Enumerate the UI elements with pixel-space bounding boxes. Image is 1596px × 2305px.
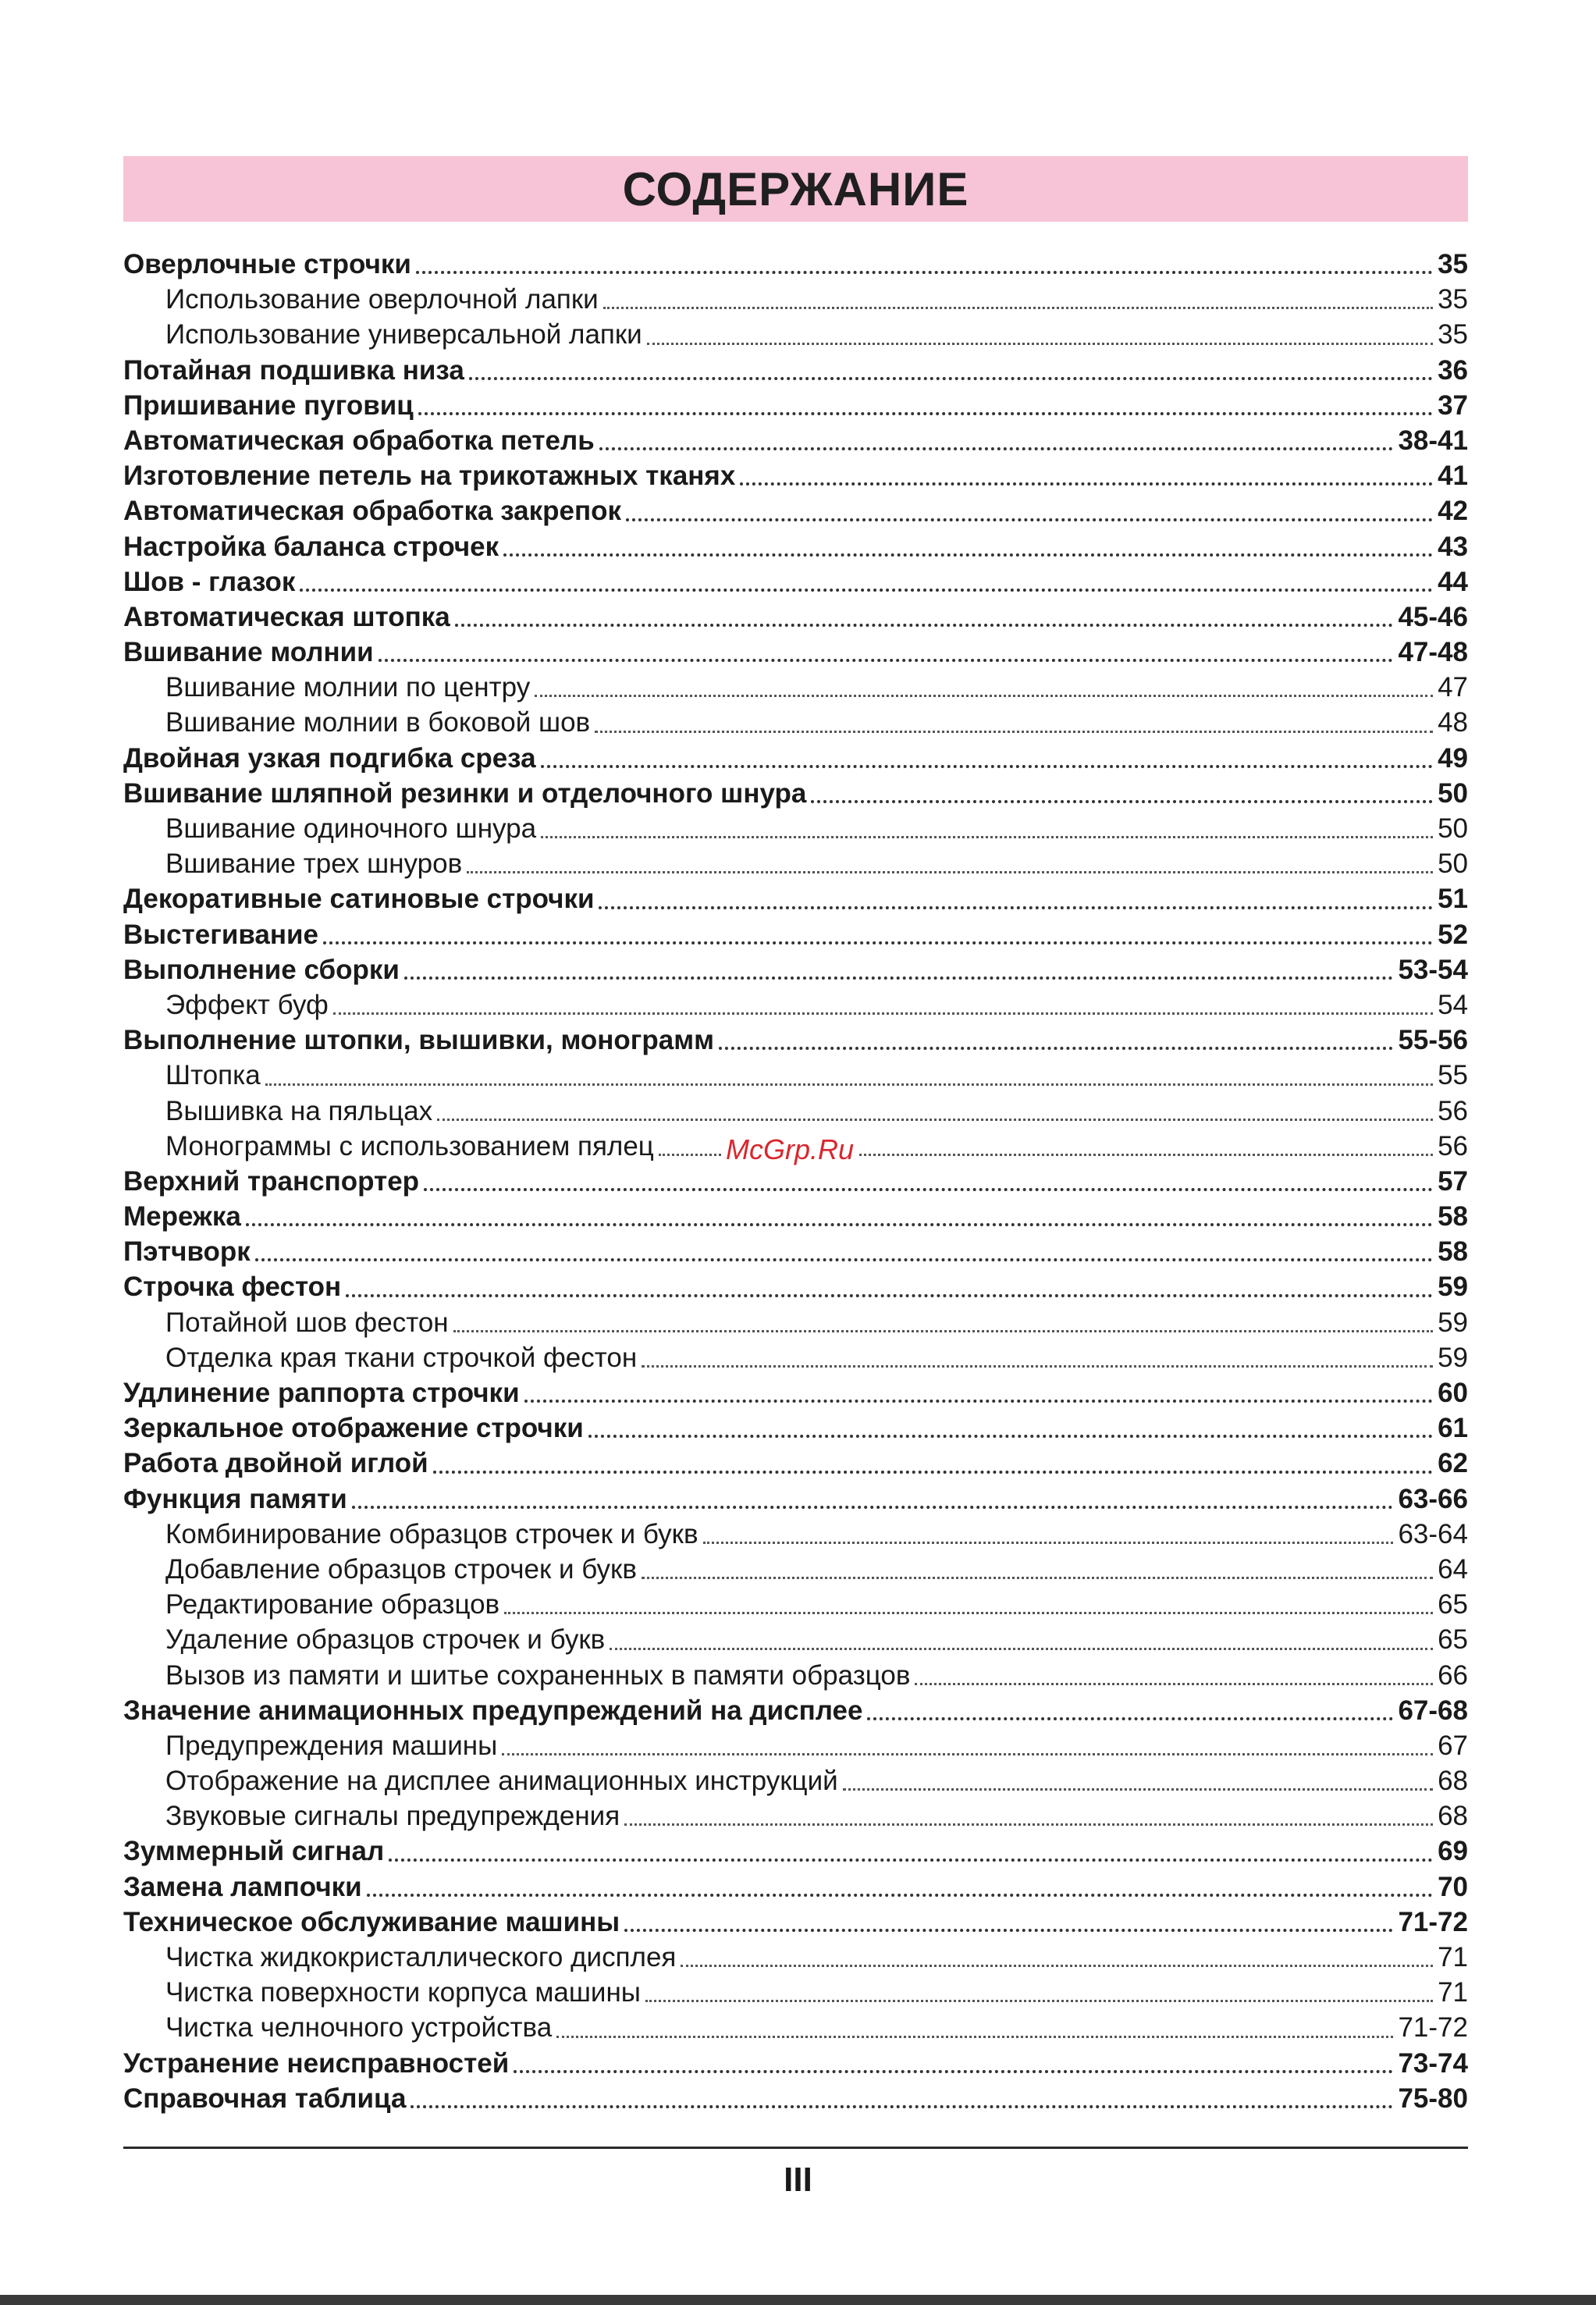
dot-leader bbox=[915, 1683, 1433, 1685]
dot-leader bbox=[323, 941, 1433, 944]
dot-leader bbox=[599, 906, 1433, 909]
toc-entry[interactable] bbox=[123, 1375, 1468, 1410]
toc-entry[interactable] bbox=[123, 1199, 1468, 1234]
dot-leader bbox=[867, 1717, 1393, 1720]
toc-entry[interactable] bbox=[123, 741, 1468, 776]
toc-entry-title: Вшивание молнии в боковой шов bbox=[165, 707, 591, 738]
toc-subentry[interactable] bbox=[123, 1552, 1468, 1587]
toc-entry-page: 36 bbox=[1438, 354, 1468, 386]
toc-entry-title: Предупреждения машины bbox=[165, 1730, 498, 1761]
toc-entry-page: 64 bbox=[1438, 1553, 1468, 1585]
dot-leader bbox=[647, 343, 1433, 345]
page-number: III bbox=[784, 2161, 812, 2199]
toc-entry-title: Потайной шов фестон bbox=[165, 1307, 449, 1338]
toc-entry-page: 50 bbox=[1438, 848, 1468, 880]
toc-entry-title: Настройка баланса строчек bbox=[123, 531, 499, 562]
toc-entry-title: Чистка челночного устройства bbox=[165, 2012, 553, 2044]
toc-entry[interactable] bbox=[123, 599, 1468, 635]
dot-leader bbox=[424, 1188, 1433, 1191]
toc-entry-title: Использование универсальной лапки bbox=[165, 319, 642, 350]
toc-entry[interactable] bbox=[123, 564, 1468, 599]
watermark: McGrp.Ru bbox=[723, 1133, 857, 1166]
toc-entry-title: Выполнение сборки bbox=[123, 954, 400, 985]
toc-entry-page: 69 bbox=[1438, 1836, 1468, 1867]
toc-entry-title: Зуммерный сигнал bbox=[123, 1836, 385, 1867]
toc-subentry[interactable] bbox=[123, 282, 1468, 317]
toc-entry-page: 35 bbox=[1438, 319, 1468, 350]
toc-entry-title: Редактирование образцов bbox=[165, 1589, 500, 1620]
dot-leader bbox=[626, 518, 1433, 521]
dot-leader bbox=[811, 800, 1433, 803]
dot-leader bbox=[404, 976, 1394, 980]
toc-entry-page: 55 bbox=[1438, 1060, 1468, 1091]
dot-leader bbox=[624, 1823, 1433, 1826]
toc-entry-page: 37 bbox=[1438, 390, 1468, 421]
toc-entry[interactable] bbox=[123, 2081, 1468, 2116]
toc-subentry[interactable] bbox=[123, 1305, 1468, 1340]
toc-entry-page: 58 bbox=[1438, 1236, 1468, 1268]
toc-entry[interactable] bbox=[123, 247, 1468, 282]
toc-entry-page: 55-56 bbox=[1398, 1025, 1468, 1056]
toc-entry-title: Двойная узкая подгибка среза bbox=[123, 742, 536, 774]
dot-leader bbox=[642, 1365, 1433, 1368]
toc-entry-title: Чистка поверхности корпуса машины bbox=[165, 1977, 641, 2008]
toc-entry-title: Звуковые сигналы предупреждения bbox=[165, 1801, 620, 1832]
toc-entry-page: 52 bbox=[1438, 919, 1468, 950]
dot-leader bbox=[740, 482, 1433, 486]
toc-entry[interactable] bbox=[123, 1023, 1468, 1058]
toc-entry-page: 63-66 bbox=[1398, 1483, 1468, 1514]
dot-leader bbox=[503, 553, 1433, 557]
toc-subentry[interactable] bbox=[123, 1975, 1468, 2010]
toc-entry-title: Монограммы с использованием пялец bbox=[165, 1130, 654, 1161]
toc-entry[interactable] bbox=[123, 1410, 1468, 1446]
toc-subentry[interactable] bbox=[123, 1587, 1468, 1622]
toc-entry[interactable] bbox=[123, 353, 1468, 388]
dot-leader bbox=[719, 1047, 1393, 1050]
toc-entry-page: 59 bbox=[1438, 1272, 1468, 1303]
dot-leader bbox=[333, 1012, 1433, 1015]
toc-entry-page: 60 bbox=[1438, 1378, 1468, 1408]
dot-leader bbox=[352, 1506, 1394, 1509]
toc-subentry[interactable] bbox=[123, 1763, 1468, 1798]
toc-entry-page: 66 bbox=[1438, 1659, 1468, 1691]
toc-entry[interactable] bbox=[123, 952, 1468, 987]
toc-entry-page: 67 bbox=[1438, 1730, 1468, 1761]
toc-entry-page: 57 bbox=[1438, 1165, 1468, 1197]
dot-leader bbox=[535, 695, 1433, 697]
toc-entry-page: 56 bbox=[1438, 1130, 1468, 1161]
toc-entry-page: 50 bbox=[1438, 777, 1468, 809]
toc-entry-title: Комбинирование образцов строчек и букв bbox=[165, 1518, 698, 1549]
dot-leader bbox=[681, 1965, 1433, 1967]
toc-entry[interactable] bbox=[123, 1446, 1468, 1481]
toc-entry-title: Автоматическая штопка bbox=[123, 601, 450, 632]
toc-entry[interactable] bbox=[123, 529, 1468, 564]
dot-leader bbox=[255, 1258, 1433, 1261]
toc-entry-title: Выполнение штопки, вышивки, монограмм bbox=[123, 1025, 714, 1056]
toc-entry-page: 75-80 bbox=[1398, 2083, 1468, 2114]
toc-subentry[interactable] bbox=[123, 2010, 1468, 2045]
dot-leader bbox=[453, 1330, 1433, 1332]
dot-leader bbox=[524, 1400, 1433, 1403]
dot-leader bbox=[469, 377, 1433, 380]
toc-entry-page: 51 bbox=[1438, 884, 1468, 915]
toc-subentry[interactable] bbox=[123, 1094, 1468, 1129]
toc-entry-page: 65 bbox=[1438, 1624, 1468, 1656]
toc-entry-page: 70 bbox=[1438, 1871, 1468, 1902]
toc-entry-title: Вшивание молнии по центру bbox=[165, 672, 531, 703]
dot-leader bbox=[642, 1577, 1433, 1579]
toc-entry-page: 41 bbox=[1438, 461, 1468, 492]
toc-entry-title: Строчка фестон bbox=[123, 1272, 342, 1303]
toc-entry-title: Пэтчворк bbox=[123, 1236, 251, 1268]
toc-subentry[interactable] bbox=[123, 1340, 1468, 1375]
toc-entry-title: Выстегивание bbox=[123, 919, 318, 950]
toc-entry-title: Оверлочные строчки bbox=[123, 249, 411, 279]
dot-leader bbox=[416, 271, 1433, 274]
toc-entry-page: 44 bbox=[1438, 566, 1468, 597]
dot-leader bbox=[300, 589, 1433, 592]
dot-leader bbox=[367, 1894, 1433, 1897]
toc-subentry[interactable] bbox=[123, 987, 1468, 1023]
toc-subentry[interactable] bbox=[123, 1940, 1468, 1975]
toc-entry-title: Изготовление петель на трикотажных тканях bbox=[123, 461, 736, 492]
dot-leader bbox=[703, 1542, 1394, 1544]
toc-entry-title: Зеркальное отображение строчки bbox=[123, 1413, 584, 1444]
dot-leader bbox=[437, 1119, 1433, 1121]
toc-entry-title: Замена лампочки bbox=[123, 1871, 362, 1902]
toc-entry-page: 53-54 bbox=[1398, 954, 1468, 985]
toc-entry-title: Вышивка на пяльцах bbox=[165, 1095, 433, 1126]
toc-subentry[interactable] bbox=[123, 846, 1468, 881]
toc-entry-title: Штопка bbox=[165, 1060, 261, 1091]
dot-leader bbox=[246, 1223, 1433, 1226]
toc-entry[interactable] bbox=[123, 635, 1468, 670]
toc-entry-page: 65 bbox=[1438, 1589, 1468, 1620]
toc-entry-page: 59 bbox=[1438, 1307, 1468, 1338]
toc-entry-page: 35 bbox=[1438, 249, 1468, 279]
toc-entry[interactable] bbox=[123, 458, 1468, 493]
toc-subentry[interactable] bbox=[123, 1728, 1468, 1763]
toc-entry-page: 71 bbox=[1438, 1942, 1468, 1972]
toc-entry[interactable] bbox=[123, 1269, 1468, 1304]
toc-entry-page: 38-41 bbox=[1398, 425, 1468, 456]
toc-subentry[interactable] bbox=[123, 705, 1468, 740]
scan-bottom-edge bbox=[0, 2295, 1596, 2305]
toc-entry-title: Использование оверлочной лапки bbox=[165, 284, 599, 315]
toc-entry[interactable] bbox=[123, 776, 1468, 811]
dot-leader bbox=[433, 1471, 1433, 1474]
toc-entry-page: 54 bbox=[1438, 989, 1468, 1020]
dot-leader bbox=[418, 412, 1433, 415]
dot-leader bbox=[467, 871, 1433, 873]
toc-entry[interactable] bbox=[123, 388, 1468, 423]
toc-entry[interactable] bbox=[123, 423, 1468, 458]
toc-entry-page: 59 bbox=[1438, 1342, 1468, 1373]
toc-subentry[interactable] bbox=[123, 1058, 1468, 1093]
toc-entry-title: Вшивание одиночного шнура bbox=[165, 813, 537, 844]
toc-entry-page: 50 bbox=[1438, 813, 1468, 844]
toc-entry[interactable] bbox=[123, 1834, 1468, 1869]
toc-entry-title: Функция памяти bbox=[123, 1483, 347, 1514]
dot-leader bbox=[541, 836, 1433, 838]
toc-entry[interactable] bbox=[123, 493, 1468, 528]
toc-entry-page: 35 bbox=[1438, 284, 1468, 315]
dot-leader bbox=[411, 2105, 1393, 2108]
toc-entry-title: Потайная подшивка низа bbox=[123, 354, 464, 386]
toc-entry-title: Отделка края ткани строчкой фестон bbox=[165, 1342, 638, 1373]
toc-entry-page: 67-68 bbox=[1398, 1695, 1468, 1726]
toc-entry-title: Верхний транспортер bbox=[123, 1165, 420, 1197]
toc-entry-title: Эффект буф bbox=[165, 989, 329, 1020]
toc-entry-title: Отображение на дисплее анимационных инструкций bbox=[165, 1766, 838, 1797]
title-band bbox=[123, 156, 1468, 222]
toc-entry-title: Вшивание трех шнуров bbox=[165, 848, 463, 880]
toc-entry-title: Чистка жидкокристаллического дисплея bbox=[165, 1942, 677, 1972]
toc-entry-page: 49 bbox=[1438, 742, 1468, 774]
toc-entry-title: Автоматическая обработка закрепок bbox=[123, 496, 622, 527]
toc-entry-page: 71-72 bbox=[1398, 1906, 1468, 1937]
toc-entry-title: Техническое обслуживание машины bbox=[123, 1906, 620, 1937]
toc-subentry[interactable] bbox=[123, 1517, 1468, 1552]
toc-entry-title: Значение анимационных предупреждений на дисплее bbox=[123, 1695, 863, 1726]
dot-leader bbox=[514, 2070, 1393, 2073]
dot-leader bbox=[556, 2036, 1393, 2038]
dot-leader bbox=[502, 1753, 1433, 1755]
dot-leader bbox=[379, 659, 1394, 662]
toc-subentry[interactable] bbox=[123, 670, 1468, 705]
toc-entry-page: 58 bbox=[1438, 1201, 1468, 1233]
toc-entry[interactable] bbox=[123, 917, 1468, 952]
toc-entry-page: 42 bbox=[1438, 496, 1468, 527]
toc-entry-page: 73-74 bbox=[1398, 2047, 1468, 2079]
toc-entry-title: Мережка bbox=[123, 1201, 241, 1233]
toc-entry-title: Шов - глазок bbox=[123, 566, 296, 597]
dot-leader bbox=[588, 1435, 1433, 1438]
toc-entry-title: Добавление образцов строчек и букв bbox=[165, 1553, 637, 1585]
dot-leader bbox=[504, 1612, 1433, 1614]
toc-entry[interactable] bbox=[123, 1234, 1468, 1269]
toc-entry-page: 48 bbox=[1438, 707, 1468, 738]
toc-subentry[interactable] bbox=[123, 1798, 1468, 1834]
page-title: СОДЕРЖАНИЕ bbox=[622, 162, 969, 215]
toc-entry-page: 61 bbox=[1438, 1413, 1468, 1444]
toc-entry-page: 68 bbox=[1438, 1801, 1468, 1832]
toc-entry-page: 71 bbox=[1438, 1977, 1468, 2008]
toc-entry-page: 47-48 bbox=[1398, 637, 1468, 668]
toc-entry[interactable] bbox=[123, 2046, 1468, 2081]
dot-leader bbox=[603, 307, 1433, 309]
toc-entry-title: Вшивание шляпной резинки и отделочного шнура bbox=[123, 777, 807, 809]
toc-entry-title: Декоративные сатиновые строчки bbox=[123, 884, 595, 915]
toc-entry-title: Вызов из памяти и шитье сохраненных в памяти образцов bbox=[165, 1659, 911, 1691]
toc-entry-page: 43 bbox=[1438, 531, 1468, 562]
toc-entry-title: Удлинение раппорта строчки bbox=[123, 1378, 520, 1408]
toc-entry-page: 63-64 bbox=[1398, 1518, 1468, 1549]
table-of-contents bbox=[123, 247, 1468, 2116]
toc-entry-title: Справочная таблица bbox=[123, 2083, 407, 2114]
dot-leader bbox=[346, 1294, 1433, 1297]
toc-subentry[interactable] bbox=[123, 1622, 1468, 1657]
dot-leader bbox=[645, 2000, 1433, 2002]
toc-subentry[interactable] bbox=[123, 811, 1468, 846]
dot-leader bbox=[455, 624, 1394, 627]
toc-entry-title: Автоматическая обработка петель bbox=[123, 425, 595, 456]
dot-leader bbox=[265, 1083, 1433, 1086]
toc-entry-page: 62 bbox=[1438, 1448, 1468, 1479]
toc-entry-title: Устранение неисправностей bbox=[123, 2047, 510, 2079]
toc-entry-page: 68 bbox=[1438, 1766, 1468, 1797]
toc-entry-title: Удаление образцов строчек и букв bbox=[165, 1624, 606, 1656]
dot-leader bbox=[624, 1929, 1393, 1932]
toc-entry-title: Работа двойной иглой bbox=[123, 1448, 428, 1479]
dot-leader bbox=[843, 1788, 1433, 1791]
toc-entry[interactable] bbox=[123, 881, 1468, 916]
toc-entry[interactable] bbox=[123, 1164, 1468, 1199]
toc-entry-title: Пришивание пуговиц bbox=[123, 390, 414, 421]
toc-subentry[interactable] bbox=[123, 317, 1468, 352]
dot-leader bbox=[610, 1648, 1433, 1650]
dot-leader bbox=[595, 731, 1433, 733]
toc-entry[interactable] bbox=[123, 1869, 1468, 1905]
toc-entry-page: 56 bbox=[1438, 1095, 1468, 1126]
dot-leader bbox=[389, 1859, 1433, 1862]
footer-divider bbox=[123, 2147, 1468, 2149]
toc-entry-page: 47 bbox=[1438, 672, 1468, 703]
toc-entry[interactable] bbox=[123, 1905, 1468, 1940]
toc-entry-page: 45-46 bbox=[1398, 601, 1468, 632]
toc-entry-page: 71-72 bbox=[1398, 2012, 1468, 2044]
toc-entry[interactable] bbox=[123, 1693, 1468, 1728]
toc-subentry[interactable] bbox=[123, 1658, 1468, 1693]
toc-entry[interactable] bbox=[123, 1482, 1468, 1517]
toc-entry-title: Вшивание молнии bbox=[123, 637, 374, 668]
dot-leader bbox=[599, 447, 1394, 450]
dot-leader bbox=[541, 765, 1433, 768]
